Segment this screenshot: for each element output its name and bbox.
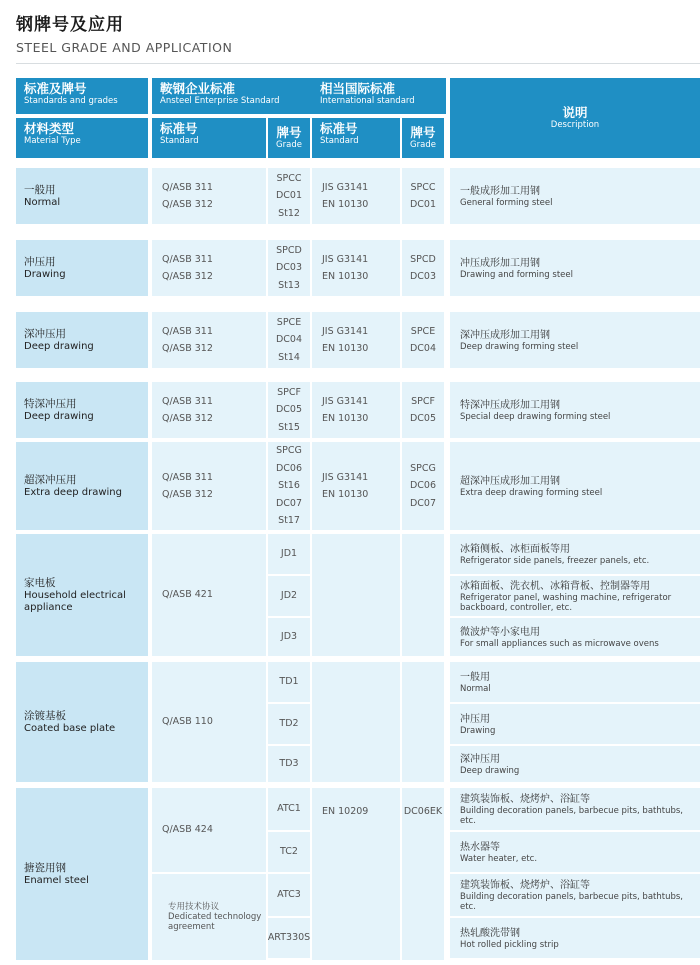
header-description — [450, 78, 700, 158]
material-en: Household electrical appliance — [24, 590, 126, 613]
standard-number: JIS G3141 — [322, 325, 369, 337]
grade-code: DC06 — [409, 480, 437, 492]
grade-cell — [268, 832, 310, 872]
intl-standard-cell — [312, 168, 400, 224]
intl-standard-cell — [312, 442, 400, 530]
standard-number: Q/ASB 311 — [162, 395, 213, 407]
grade-code: St17 — [278, 515, 300, 527]
description-en: Building decoration panels, barbecue pits, bathtubs, etc. — [460, 891, 683, 912]
grade-code: DC01 — [409, 199, 437, 210]
description-en: Normal — [460, 683, 491, 694]
standard-number: EN 10130 — [322, 489, 369, 500]
ansteel-standard-cell — [152, 240, 266, 296]
description-en: Deep drawing forming steel — [460, 341, 579, 352]
description-cell — [450, 746, 700, 782]
grade-code: JD1 — [280, 548, 298, 560]
material-cn: 家电板 — [24, 577, 56, 589]
description-cn: 超深冲压成形加工用钢 — [460, 475, 560, 487]
page-title: 钢牌号及应用 — [16, 15, 124, 35]
grade-code: SPCG — [276, 445, 302, 457]
intl-grade-cell — [402, 382, 444, 438]
special-en: Dedicated technology agreement — [168, 912, 262, 932]
description-cn: 深冲压用 — [460, 753, 500, 765]
description-cn: 冲压用 — [460, 713, 490, 725]
description-cell — [450, 312, 700, 368]
ansteel-standard-cell — [152, 168, 266, 224]
material-cn: 冲压用 — [24, 256, 56, 268]
description-cell — [450, 918, 700, 958]
grade-code: DC03 — [409, 271, 437, 282]
grade-code: DC05 — [275, 404, 303, 416]
grade-code: JD2 — [280, 590, 298, 602]
grade-code: St14 — [278, 351, 300, 363]
header-standards-en: Standards and grades — [24, 96, 118, 106]
ansteel-standard-cell — [152, 534, 266, 656]
material-en: Enamel steel — [24, 875, 89, 886]
material-cell — [16, 382, 148, 438]
header-standard-en: Standard — [160, 136, 199, 146]
description-en: Building decoration panels, barbecue pits, bathtubs, etc. — [460, 805, 683, 826]
grade-cell — [268, 618, 310, 656]
description-en: Deep drawing — [460, 765, 520, 776]
ansteel-standard-cell — [152, 312, 266, 368]
grade-cell — [268, 704, 310, 744]
standard-number: JIS G3141 — [322, 253, 369, 265]
material-cell — [16, 442, 148, 530]
description-en: Hot rolled pickling strip — [460, 939, 559, 950]
grade-code: SPCE — [276, 316, 302, 328]
header-material-cn: 材料类型 — [24, 121, 75, 136]
description-cn: 深冲压成形加工用钢 — [460, 329, 550, 341]
description-en: Refrigerator side panels, freezer panels, etc. — [460, 555, 650, 566]
header-grade-cn: 牌号 — [410, 125, 436, 140]
material-cn: 特深冲压用 — [24, 398, 77, 410]
material-en: Deep drawing — [24, 411, 94, 422]
grade-code: SPCG — [410, 462, 436, 474]
standard-number: EN 10209 — [322, 805, 369, 817]
grade-code: ATC1 — [277, 803, 301, 815]
grade-code: SPCE — [410, 325, 436, 337]
header-standard-cn: 标准号 — [320, 121, 358, 136]
description-cn: 建筑装饰板、烧烤炉、浴缸等 — [460, 879, 590, 891]
grade-code: SPCF — [277, 386, 301, 398]
material-cell — [16, 788, 148, 960]
standard-number: EN 10130 — [322, 199, 369, 210]
standard-number: Q/ASB 311 — [162, 471, 213, 483]
standard-number: EN 10130 — [322, 271, 369, 282]
standard-number: Q/ASB 311 — [162, 253, 213, 265]
grade-code: DC03 — [275, 262, 303, 274]
intl-standard-cell-empty — [312, 534, 400, 656]
header-standard-en: Standard — [320, 136, 359, 146]
grade-cell — [268, 788, 310, 830]
grade-cell — [268, 662, 310, 702]
header-standard-cn: 标准号 — [160, 121, 198, 136]
header-international-standard — [312, 78, 446, 114]
header-intl-en: International standard — [320, 96, 415, 106]
grade-code: St15 — [278, 421, 300, 433]
grade-code: DC07 — [409, 497, 437, 509]
description-cn: 微波炉等小家电用 — [460, 626, 540, 638]
header-ansteel-standard — [152, 78, 312, 114]
standard-number: Q/ASB 110 — [162, 716, 213, 728]
standard-number: JIS G3141 — [322, 471, 369, 483]
title-divider — [16, 63, 700, 64]
description-cell — [450, 534, 700, 574]
header-material-en: Material Type — [24, 136, 81, 146]
description-en: For small appliances such as microwave ovens — [460, 638, 659, 649]
description-en: Drawing — [460, 725, 496, 736]
material-cn: 超深冲压用 — [24, 474, 77, 486]
description-cn: 冰箱侧板、冰柜面板等用 — [460, 543, 570, 555]
header-grade-en: Grade — [410, 140, 436, 150]
description-cell — [450, 832, 700, 872]
intl-standard-cell — [312, 240, 400, 296]
description-cell — [450, 788, 700, 830]
intl-grade-cell — [402, 442, 444, 530]
grade-code: JD3 — [280, 631, 298, 643]
grade-code: DC06EK — [403, 805, 443, 817]
intl-grade-cell — [402, 240, 444, 296]
grade-code: St13 — [278, 279, 300, 291]
material-cn: 一般用 — [24, 184, 56, 196]
intl-standard-cell — [312, 382, 400, 438]
grade-code: ATC3 — [277, 889, 301, 901]
material-cell — [16, 240, 148, 296]
intl-standard-cell — [312, 788, 400, 960]
grade-code: DC04 — [409, 343, 437, 354]
header-ansteel-cn: 鞍钢企业标准 — [160, 81, 236, 96]
description-en: Special deep drawing forming steel — [460, 411, 611, 422]
description-en: General forming steel — [460, 197, 553, 208]
intl-standard-cell-empty — [312, 662, 400, 782]
grade-code: SPCF — [411, 395, 435, 407]
grade-code: SPCD — [410, 253, 436, 265]
special-agreement-cell — [152, 874, 266, 960]
ansteel-grade-cell — [268, 168, 310, 224]
grade-code: DC04 — [275, 334, 303, 346]
grade-code: TD2 — [279, 718, 299, 730]
header-sub-grade — [268, 118, 310, 158]
material-cell — [16, 534, 148, 656]
description-cell — [450, 382, 700, 438]
ansteel-standard-cell — [152, 662, 266, 782]
header-description-en: Description — [550, 120, 600, 130]
material-en: Drawing — [24, 269, 66, 280]
description-cn: 特深冲压成形加工用钢 — [460, 399, 560, 411]
header-intl-cn: 相当国际标准 — [320, 81, 396, 96]
grade-code: ART330S — [268, 932, 310, 944]
description-cell — [450, 442, 700, 530]
standard-number: Q/ASB 312 — [162, 343, 213, 354]
description-cell — [450, 874, 700, 916]
grade-code: SPCC — [410, 181, 436, 193]
material-en: Extra deep drawing — [24, 487, 122, 498]
intl-standard-cell — [312, 312, 400, 368]
material-cell — [16, 662, 148, 782]
material-cn: 搪瓷用钢 — [24, 862, 66, 874]
intl-grade-cell — [402, 312, 444, 368]
grade-code: DC05 — [409, 413, 437, 424]
description-cell — [450, 240, 700, 296]
standard-number: Q/ASB 312 — [162, 271, 213, 282]
header-description-cn: 说明 — [562, 105, 588, 120]
grade-code: DC07 — [275, 497, 303, 509]
description-cn: 冰箱面板、洗衣机、冰箱背板、控制器等用 — [460, 580, 650, 592]
grade-code: SPCD — [276, 244, 302, 256]
ansteel-grade-cell — [268, 312, 310, 368]
header-standards-cn: 标准及牌号 — [24, 81, 87, 96]
material-en: Normal — [24, 197, 61, 208]
header-grade-en: Grade — [276, 140, 302, 150]
special-cn: 专用技术协议 — [168, 902, 220, 912]
material-en: Coated base plate — [24, 723, 116, 734]
standard-number: JIS G3141 — [322, 395, 369, 407]
header-sub-grade — [402, 118, 444, 158]
description-cn: 一般成形加工用钢 — [460, 185, 540, 197]
standard-number: JIS G3141 — [322, 181, 369, 193]
intl-grade-cell-empty — [402, 534, 444, 656]
intl-grade-cell — [402, 788, 444, 960]
header-sub-standard — [152, 118, 266, 158]
ansteel-grade-cell — [268, 382, 310, 438]
ansteel-grade-cell — [268, 442, 310, 530]
material-cell — [16, 312, 148, 368]
header-sub-standard — [312, 118, 400, 158]
description-en: Extra deep drawing forming steel — [460, 487, 603, 498]
description-cell — [450, 618, 700, 656]
material-cell — [16, 168, 148, 224]
description-en: Water heater, etc. — [460, 853, 538, 864]
description-en: Drawing and forming steel — [460, 269, 573, 280]
grade-code: St16 — [278, 480, 300, 492]
standard-number: Q/ASB 421 — [162, 589, 213, 601]
description-cn: 一般用 — [460, 671, 490, 683]
description-cn: 建筑装饰板、烧烤炉、浴缸等 — [460, 793, 590, 805]
header-ansteel-en: Ansteel Enterprise Standard — [160, 96, 280, 106]
grade-cell — [268, 746, 310, 782]
standard-number: Q/ASB 312 — [162, 489, 213, 500]
description-cell — [450, 168, 700, 224]
standard-number: EN 10130 — [322, 413, 369, 424]
description-en: Refrigerator panel, washing machine, refrigerator backboard, controller, etc. — [460, 592, 672, 613]
standard-number: EN 10130 — [322, 343, 369, 354]
description-cn: 热水器等 — [460, 841, 500, 853]
grade-code: DC01 — [275, 190, 303, 202]
ansteel-standard-cell — [152, 382, 266, 438]
standard-number: Q/ASB 312 — [162, 413, 213, 424]
description-cn: 冲压成形加工用钢 — [460, 257, 540, 269]
material-cn: 深冲压用 — [24, 328, 66, 340]
grade-code: TD1 — [279, 676, 299, 688]
header-standards — [16, 78, 148, 114]
grade-code: St12 — [278, 207, 300, 219]
material-cn: 涂镀基板 — [24, 710, 66, 722]
description-cell — [450, 704, 700, 744]
header-material-type — [16, 118, 148, 158]
grade-code: SPCC — [276, 172, 302, 184]
header-grade-cn: 牌号 — [276, 125, 302, 140]
grade-code: DC06 — [275, 462, 303, 474]
grade-cell — [268, 874, 310, 916]
intl-grade-cell — [402, 168, 444, 224]
material-en: Deep drawing — [24, 341, 94, 352]
ansteel-standard-cell — [152, 442, 266, 530]
grade-code: TC2 — [280, 846, 298, 858]
ansteel-standard-cell — [152, 788, 266, 872]
standard-number: Q/ASB 312 — [162, 199, 213, 210]
grade-cell — [268, 918, 310, 958]
standard-number: Q/ASB 424 — [162, 824, 213, 836]
description-cn: 热轧酸洗带钢 — [460, 927, 520, 939]
description-cell — [450, 576, 700, 616]
grade-cell — [268, 534, 310, 574]
grade-code: TD3 — [279, 758, 299, 770]
description-cell — [450, 662, 700, 702]
standard-number: Q/ASB 311 — [162, 181, 213, 193]
intl-grade-cell-empty — [402, 662, 444, 782]
ansteel-grade-cell — [268, 240, 310, 296]
page-subtitle: STEEL GRADE AND APPLICATION — [16, 40, 233, 55]
standard-number: Q/ASB 311 — [162, 325, 213, 337]
grade-cell — [268, 576, 310, 616]
